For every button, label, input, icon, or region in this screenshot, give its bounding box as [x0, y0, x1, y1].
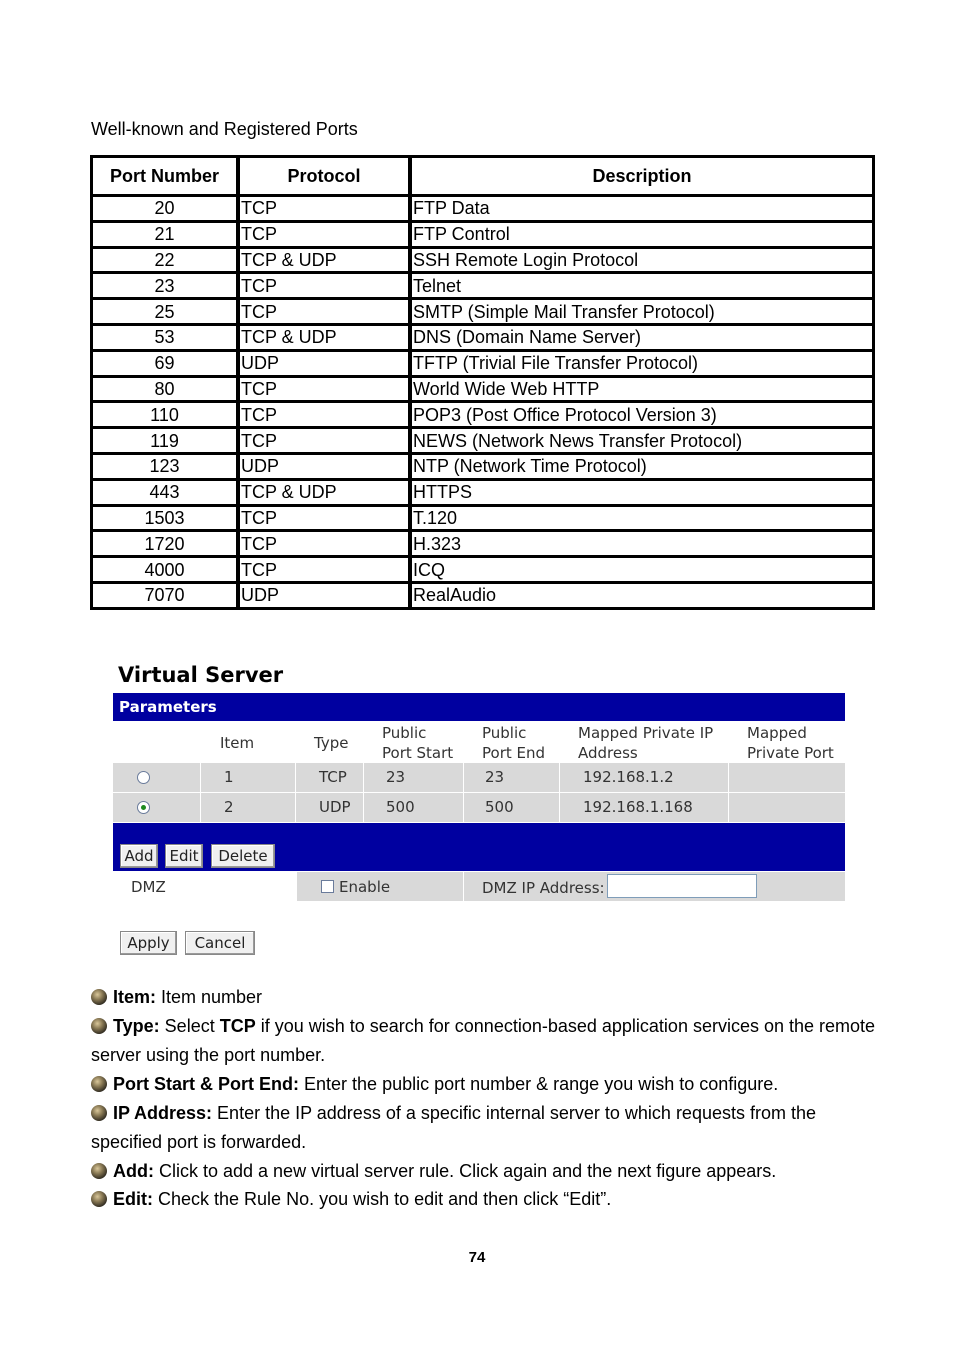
bullet-icon: [91, 1163, 107, 1179]
row-select-radio[interactable]: [137, 801, 150, 814]
description-cell: TFTP (Trivial File Transfer Protocol): [410, 351, 874, 377]
description-term: Type:: [113, 1016, 160, 1036]
description-cell: RealAudio: [410, 583, 874, 609]
port-number-cell: 443: [91, 480, 238, 506]
header-type: Type: [314, 734, 349, 752]
description-cell: ICQ: [410, 557, 874, 583]
port-number-cell: 20: [91, 196, 238, 222]
port-number-cell: 22: [91, 248, 238, 274]
dmz-ip-cell: [464, 872, 845, 901]
dmz-ip-input[interactable]: [607, 874, 757, 898]
port-start-cell: 23: [386, 768, 406, 786]
table-header-row: [91, 156, 874, 196]
type-cell: UDP: [319, 798, 351, 816]
header-port-end: Public Port End: [482, 724, 546, 762]
table-row: [91, 273, 874, 299]
table-row: [91, 583, 874, 609]
description-cell: Telnet: [410, 273, 874, 299]
table-row: [91, 402, 874, 428]
port-number-cell: 123: [91, 454, 238, 480]
row-select-radio[interactable]: [137, 771, 150, 784]
port-number-cell: 7070: [91, 583, 238, 609]
protocol-cell: UDP: [238, 351, 410, 377]
dmz-enable-label: Enable: [339, 878, 391, 896]
dmz-row: [113, 872, 845, 901]
description-cell: NEWS (Network News Transfer Protocol): [410, 428, 874, 454]
description-cell: SSH Remote Login Protocol: [410, 248, 874, 274]
protocol-cell: TCP: [238, 428, 410, 454]
description-item: [91, 1012, 881, 1070]
table-row: [91, 196, 874, 222]
ports-table: [90, 155, 875, 610]
protocol-cell: TCP: [238, 402, 410, 428]
description-item: [91, 1185, 881, 1214]
port-number-cell: 25: [91, 299, 238, 325]
description-item: [91, 1099, 881, 1157]
port-number-cell: 119: [91, 428, 238, 454]
table-row: [91, 222, 874, 248]
apply-button[interactable]: Apply: [120, 931, 177, 955]
bullet-icon: [91, 1076, 107, 1092]
type-cell: TCP: [319, 768, 347, 786]
port-start-cell: 500: [386, 798, 415, 816]
protocol-cell: UDP: [238, 454, 410, 480]
description-cell: FTP Control: [410, 222, 874, 248]
description-text: Check the Rule No. you wish to edit and then click “Edit”.: [153, 1189, 612, 1209]
port-number-cell: 53: [91, 325, 238, 351]
protocol-cell: TCP & UDP: [238, 325, 410, 351]
description-text: Click to add a new virtual server rule. Click again and the next figure appears.: [153, 1161, 777, 1181]
table-row: [113, 793, 845, 822]
protocol-cell: TCP: [238, 377, 410, 403]
port-number-cell: 23: [91, 273, 238, 299]
table-row: [113, 763, 845, 792]
description-cell: World Wide Web HTTP: [410, 377, 874, 403]
dmz-enable-checkbox[interactable]: [321, 880, 334, 893]
description-text: Enter the public port number & range you wish to configure.: [299, 1074, 779, 1094]
description-cell: H.323: [410, 531, 874, 557]
description-text: Enter the IP address of a specific internal server to which requests from the specified port is forwarded.: [91, 1103, 817, 1152]
virtual-server-title: Virtual Server: [118, 663, 284, 687]
cancel-button[interactable]: Cancel: [185, 931, 255, 955]
protocol-cell: TCP & UDP: [238, 248, 410, 274]
port-number-cell: 69: [91, 351, 238, 377]
column-header: Port Number: [91, 156, 238, 196]
port-number-cell: 80: [91, 377, 238, 403]
virtual-server-screenshot: [113, 661, 845, 966]
description-item: [91, 1070, 881, 1099]
protocol-cell: TCP: [238, 531, 410, 557]
item-cell: 1: [224, 768, 234, 786]
port-number-cell: 1503: [91, 506, 238, 532]
table-row: [91, 377, 874, 403]
description-cell: DNS (Domain Name Server): [410, 325, 874, 351]
table-row: [91, 351, 874, 377]
header-item: Item: [220, 734, 255, 752]
protocol-cell: TCP: [238, 273, 410, 299]
port-number-cell: 4000: [91, 557, 238, 583]
section-title: Well-known and Registered Ports: [91, 119, 358, 139]
protocol-cell: TCP: [238, 299, 410, 325]
table-row: [91, 480, 874, 506]
description-text: Select: [159, 1016, 220, 1036]
edit-button[interactable]: Edit: [165, 844, 203, 868]
protocol-cell: TCP: [238, 222, 410, 248]
port-end-cell: 23: [485, 768, 505, 786]
description-cell: SMTP (Simple Mail Transfer Protocol): [410, 299, 874, 325]
protocol-cell: TCP & UDP: [238, 480, 410, 506]
description-cell: HTTPS: [410, 480, 874, 506]
description-cell: POP3 (Post Office Protocol Version 3): [410, 402, 874, 428]
description-term: IP Address:: [113, 1103, 213, 1123]
parameters-label: Parameters: [119, 698, 217, 716]
table-row: [91, 557, 874, 583]
description-cell: FTP Data: [410, 196, 874, 222]
header-port-start: Public Port Start: [382, 724, 454, 762]
item-cell: 2: [224, 798, 234, 816]
table-row: [91, 325, 874, 351]
table-row: [91, 428, 874, 454]
bullet-icon: [91, 1105, 107, 1121]
description-text: if you wish to search for connection-based application services on the remote server using the port number.: [91, 1016, 876, 1065]
column-header: Protocol: [238, 156, 410, 196]
mapped-ip-cell: 192.168.1.2: [583, 768, 674, 786]
description-item: [91, 1157, 881, 1186]
bullet-icon: [91, 989, 107, 1005]
page-number: 74: [468, 1249, 486, 1266]
port-end-cell: 500: [485, 798, 514, 816]
description-cell: NTP (Network Time Protocol): [410, 454, 874, 480]
description-term: Item:: [113, 987, 157, 1007]
description-item: [91, 983, 881, 1012]
table-row: [91, 506, 874, 532]
add-button[interactable]: Add: [120, 844, 158, 868]
description-term: Add:: [113, 1161, 154, 1181]
dmz-enable-cell: [297, 872, 464, 901]
mapped-ip-cell: 192.168.1.168: [583, 798, 693, 816]
description-term: Edit:: [113, 1189, 153, 1209]
bullet-icon: [91, 1018, 107, 1034]
column-header: Description: [410, 156, 874, 196]
header-mapped-port: Mapped Private Port: [747, 724, 834, 762]
bullet-icon: [91, 1191, 107, 1207]
protocol-cell: TCP: [238, 196, 410, 222]
table-row: [91, 248, 874, 274]
protocol-cell: TCP: [238, 557, 410, 583]
port-number-cell: 21: [91, 222, 238, 248]
description-term: Port Start & Port End:: [113, 1074, 300, 1094]
port-number-cell: 1720: [91, 531, 238, 557]
button-bar: [113, 823, 845, 871]
port-number-cell: 110: [91, 402, 238, 428]
parameters-bar: [113, 693, 845, 721]
table-row: [91, 454, 874, 480]
protocol-cell: UDP: [238, 583, 410, 609]
protocol-cell: TCP: [238, 506, 410, 532]
header-mapped-ip: Mapped Private IP Address: [578, 724, 714, 762]
dmz-ip-label: DMZ IP Address:: [482, 879, 605, 897]
table-row: [91, 299, 874, 325]
dmz-label: DMZ: [131, 878, 166, 896]
description-cell: T.120: [410, 506, 874, 532]
delete-button[interactable]: Delete: [211, 844, 275, 868]
description-strong: TCP: [219, 1016, 256, 1036]
table-row: [91, 531, 874, 557]
description-text: Item number: [156, 987, 263, 1007]
